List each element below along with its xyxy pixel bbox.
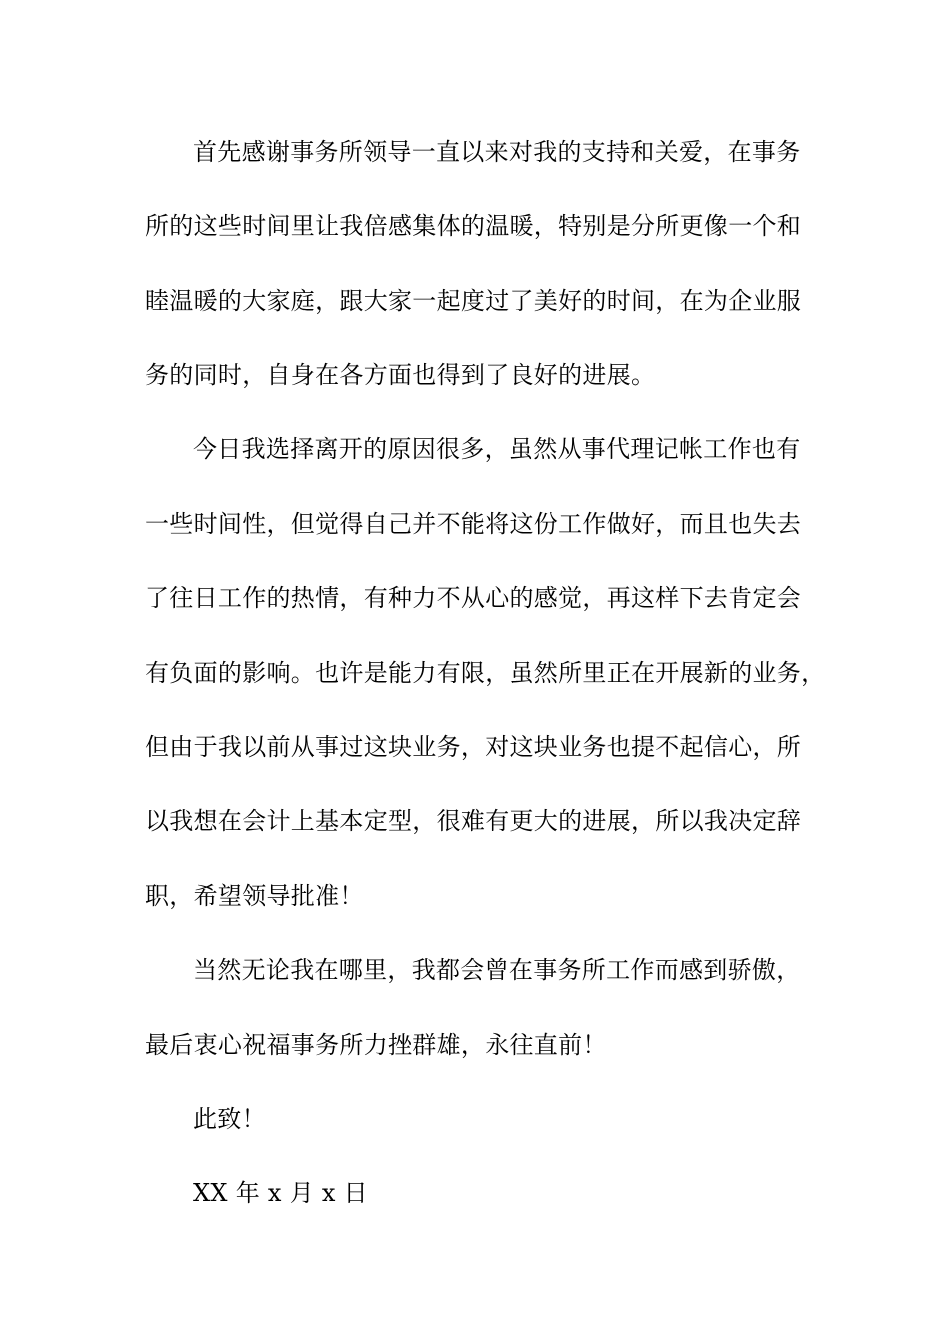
- paragraph-2-line-6: 以我想在会计上基本定型，很难有更大的进展，所以我决定辞: [145, 807, 802, 835]
- paragraph-1-line-1: 首先感谢事务所领导一直以来对我的支持和关爱，在事务: [193, 138, 801, 166]
- paragraph-1-line-4: 务的同时，自身在各方面也得到了良好的进展。: [145, 361, 656, 389]
- paragraph-2-line-7: 职，希望领导批准！: [145, 882, 364, 910]
- paragraph-1-line-2: 所的这些时间里让我倍感集体的温暖，特别是分所更像一个和: [145, 212, 802, 240]
- closing-salutation: 此致！: [193, 1105, 266, 1133]
- signature-date: XX 年 x 月 x 日: [193, 1179, 368, 1207]
- paragraph-2-line-5: 但由于我以前从事过这块业务，对这块业务也提不起信心，所: [145, 733, 802, 761]
- paragraph-2-line-3: 了往日工作的热情，有种力不从心的感觉，再这样下去肯定会: [145, 584, 802, 612]
- paragraph-2-line-4: 有负面的影响。也许是能力有限，虽然所里正在开展新的业务，: [145, 659, 826, 687]
- paragraph-2-line-2: 一些时间性，但觉得自己并不能将这份工作做好，而且也失去: [145, 510, 802, 538]
- paragraph-3-line-1: 当然无论我在哪里，我都会曾在事务所工作而感到骄傲，: [193, 956, 801, 984]
- paragraph-2-line-1: 今日我选择离开的原因很多，虽然从事代理记帐工作也有: [193, 435, 801, 463]
- paragraph-3-line-2: 最后衷心祝福事务所力挫群雄，永往直前！: [145, 1031, 607, 1059]
- paragraph-1-line-3: 睦温暖的大家庭，跟大家一起度过了美好的时间，在为企业服: [145, 287, 802, 315]
